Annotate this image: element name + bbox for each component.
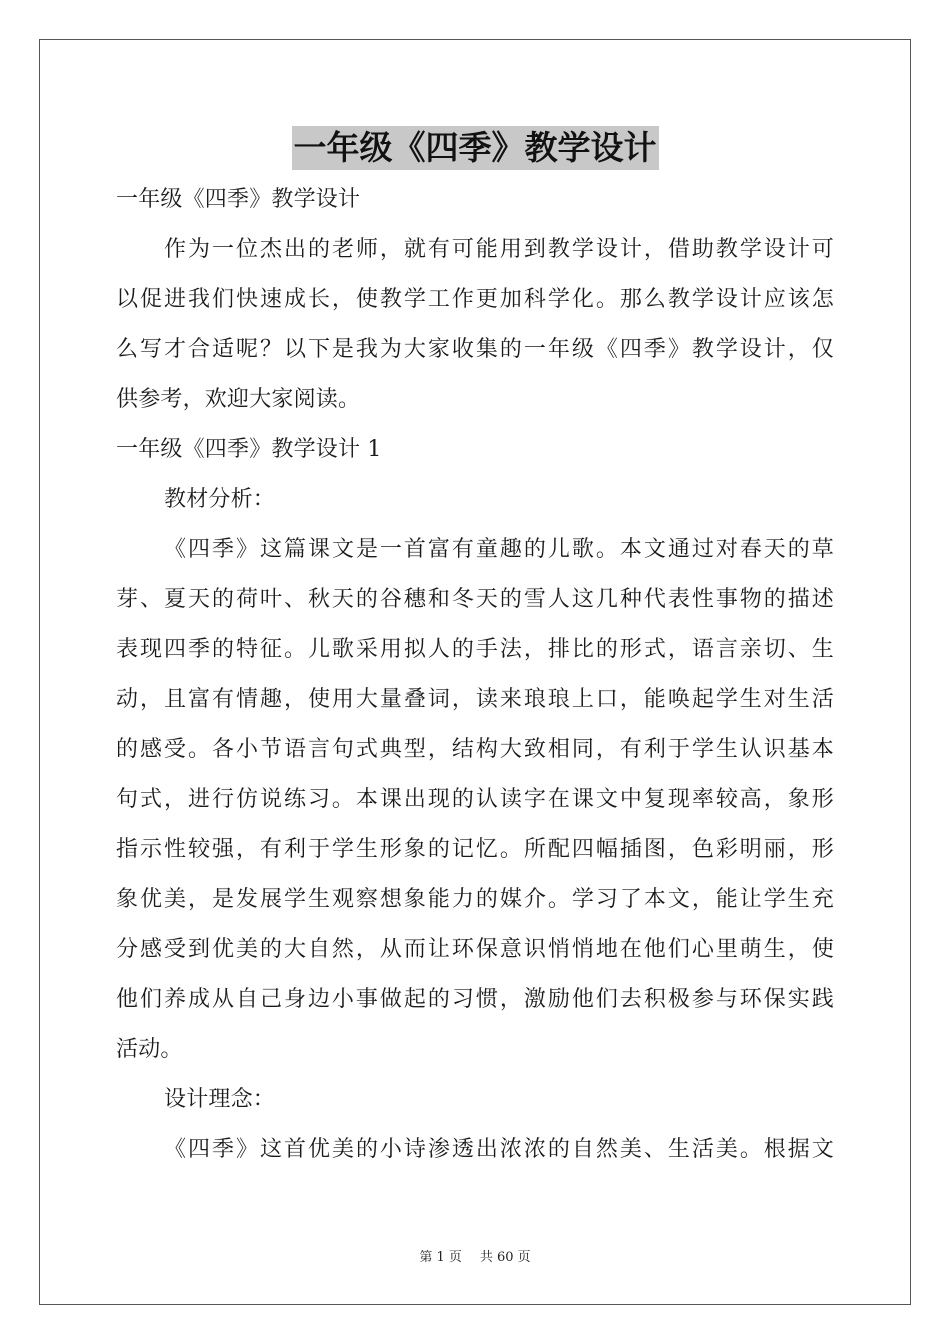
paragraph-line: 《四季》这首优美的小诗渗透出浓浓的自然美、生活美。根据文	[164, 1137, 834, 1162]
paragraph-line: 指示性较强，有利于学生形象的记忆。所配四幅插图，色彩明丽，形	[116, 837, 834, 862]
paragraph-line: 分感受到优美的大自然，从而让环保意识悄悄地在他们心里萌生，使	[116, 937, 834, 962]
paragraph-line: 芽、夏天的荷叶、秋天的谷穗和冬天的雪人这几种代表性事物的描述	[116, 587, 834, 612]
paragraph-line: 作为一位杰出的老师，就有可能用到教学设计，借助教学设计可	[164, 237, 834, 262]
paragraph-line: 以促进我们快速成长，使教学工作更加科学化。那么教学设计应该怎	[116, 287, 834, 312]
paragraph-line: 动，且富有情趣，使用大量叠词，读来琅琅上口，能唤起学生对生活	[116, 687, 834, 712]
section-heading: 一年级《四季》教学设计 1	[116, 437, 382, 462]
paragraph-line: 句式，进行仿说练习。本课出现的认读字在课文中复现率较高，象形	[116, 787, 834, 812]
subheading-line: 设计理念：	[164, 1087, 276, 1112]
subtitle-line: 一年级《四季》教学设计	[116, 187, 361, 212]
paragraph-line: 象优美，是发展学生观察想象能力的媒介。学习了本文，能让学生充	[116, 887, 834, 912]
document-body	[116, 175, 834, 1175]
subheading-line: 教材分析：	[164, 487, 276, 512]
document-title: 一年级《四季》教学设计	[292, 126, 659, 170]
paragraph-line: 表现四季的特征。儿歌采用拟人的手法，排比的形式，语言亲切、生	[116, 637, 834, 662]
paragraph-line: 么写才合适呢？以下是我为大家收集的一年级《四季》教学设计，仅	[116, 337, 834, 362]
paragraph-line: 《四季》这篇课文是一首富有童趣的儿歌。本文通过对春天的草	[164, 537, 834, 562]
page-footer	[0, 1246, 950, 1265]
paragraph-line: 他们养成从自己身边小事做起的习惯，激励他们去积极参与环保实践	[116, 987, 834, 1012]
paragraph-line: 的感受。各小节语言句式典型，结构大致相同，有利于学生认识基本	[116, 737, 834, 762]
page-number: 第 1 页	[419, 1250, 462, 1265]
title-container	[0, 126, 950, 170]
page-total: 共 60 页	[479, 1250, 531, 1265]
paragraph-line: 供参考，欢迎大家阅读。	[116, 387, 361, 412]
paragraph-line: 活动。	[116, 1037, 183, 1062]
